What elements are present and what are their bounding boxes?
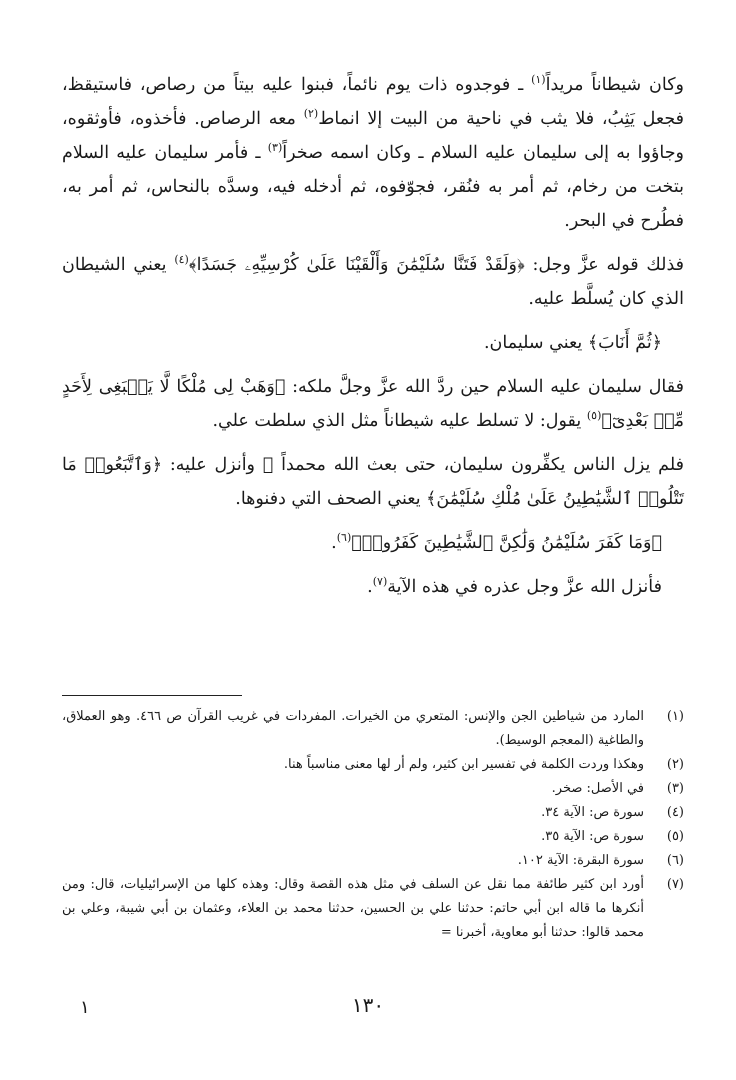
- quran-verse: ﴿وَهَبْ لِى مُلْكًا لَّا يَنۢبَغِى لِأَحَدٍ مِّنۢ بَعْدِىٓ﴾: [62, 377, 684, 431]
- footnote-number: (٤): [666, 805, 684, 820]
- main-text: [62, 68, 684, 614]
- paragraph-4: [62, 370, 684, 438]
- footnote-number: (٧): [666, 877, 684, 892]
- footnote-number: (٣): [666, 781, 684, 796]
- footnote-ref: (٣): [267, 141, 283, 155]
- footnote-number: (٥): [666, 829, 684, 844]
- quran-verse: ﴿وَٱتَّبَعُوا۟ مَا تَتْلُوا۟ ٱلشَّيَٰطِينُ عَلَىٰ مُلْكِ سُلَيْمَٰنَ﴾: [62, 455, 684, 509]
- page-number: ١٣٠: [351, 993, 385, 1017]
- paragraph-3: [62, 326, 684, 360]
- quran-verse: ﴿ثُمَّ أَنَابَ﴾: [587, 333, 662, 353]
- footnote-text: في الأصل: صخر.: [551, 781, 644, 796]
- text-run: يعني الشيطان الذي كان يُسلَّط عليه.: [62, 255, 684, 309]
- footnote-item: [62, 873, 684, 945]
- footnote-number: (٢): [666, 757, 684, 772]
- footnote-text: وهكذا وردت الكلمة في تفسير ابن كثير، ولم أر لها معنى مناسباً هنا.: [283, 757, 644, 772]
- text-run: يعني سليمان.: [483, 333, 588, 353]
- quran-verse: ﴿وَلَقَدْ فَتَنَّا سُلَيْمَٰنَ وَأَلْقَيْنَا عَلَىٰ كُرْسِيِّهِۦ جَسَدًا﴾: [188, 255, 525, 275]
- footnote-ref: (٤): [174, 253, 189, 267]
- footnote-text: سورة ص: الآية ٣٥.: [541, 829, 644, 844]
- paragraph-2: [62, 248, 684, 316]
- footnote-number: (٦): [666, 853, 684, 868]
- footnote-item: [62, 753, 684, 777]
- signature-mark: ١: [80, 997, 90, 1018]
- text-run: يقول: لا تسلط عليه شيطاناً مثل الذي سلطت علي.: [212, 411, 587, 431]
- text-run: فذلك قوله عزَّ وجل:: [524, 255, 684, 275]
- footnote-number: (١): [666, 709, 684, 724]
- footnote-item: [62, 825, 684, 849]
- footnote-item: [62, 777, 684, 801]
- footnote-item: [62, 849, 684, 873]
- text-run: .: [367, 577, 373, 597]
- footnote-ref: (١): [531, 73, 546, 87]
- footnote-item: [62, 705, 684, 753]
- text-run: ـ فوجدوه ذات يوم نائماً، فبنوا عليه بيتاً من رصاص، فاستيقظ، فجعل يَثِبُ، فلا يثب في ناحية من البيت إلا انماط: [62, 75, 684, 129]
- text-run: فأنزل الله عزَّ وجل عذره في هذه الآية: [387, 577, 662, 597]
- text-run: ـ فأمر سليمان عليه السلام بتخت من رخام، ثم أمر به فنُقر، فجوّفوه، ثم أدخله فيه، وسدَّه بالنحاس، ثم أمر به، فطُرح في البحر.: [62, 143, 684, 231]
- text-run: .: [331, 533, 337, 553]
- text-run: فلم يزل الناس يكفِّرون سليمان، حتى بعث الله محمداً ﷺ وأنزل عليه:: [162, 455, 684, 475]
- footnote-divider: [62, 695, 242, 696]
- footnote-item: [62, 801, 684, 825]
- paragraph-7: [62, 570, 684, 604]
- paragraph-1: [62, 68, 684, 238]
- footnote-ref: (٥): [586, 409, 602, 423]
- footnote-ref: (٢): [303, 107, 319, 121]
- paragraph-5: [62, 448, 684, 516]
- quran-verse: ﴿وَمَا كَفَرَ سُلَيْمَٰنُ وَلَٰكِنَّ ٱلشَّيَٰطِينَ كَفَرُوا۟﴾: [351, 533, 662, 553]
- paragraph-6: [62, 526, 684, 560]
- text-run: فقال سليمان عليه السلام حين ردَّ الله عزَّ وجلَّ ملكه:: [285, 377, 684, 397]
- footnote-ref: (٦): [336, 531, 352, 545]
- footnote-text: سورة ص: الآية ٣٤.: [541, 805, 644, 820]
- footnote-text: المارد من شياطين الجن والإنس: المتعري من الخيرات. المفردات في غريب القرآن ص ٤٦٦. وهو العملاق، والطاغية (المعجم الوسيط).: [62, 709, 644, 748]
- footnote-text: أورد ابن كثير طائفة مما نقل عن السلف في مثل هذه القصة وقال: وهذه كلها من الإسرائيليات، قال: ومن أنكرها ما قاله ابن أبي حاتم: حدثنا علي بن الحسين، حدثنا محمد بن العلاء، وعثمان بن أبي شيبة، وعلي بن محمد قالوا: حدثنا أبو معاوية، أخبرنا =: [62, 877, 644, 940]
- text-run: وكان شيطاناً مريداً: [545, 75, 685, 95]
- footnote-text: سورة البقرة: الآية ١٠٢.: [517, 853, 644, 868]
- text-run: معه الرصاص. فأخذوه، فأوثقوه، وجاؤوا به إلى سليمان عليه السلام ـ وكان اسمه صخراً: [62, 109, 684, 163]
- footnotes: [62, 705, 684, 945]
- footnote-ref: (٧): [372, 575, 388, 589]
- text-run: يعني الصحف التي دفنوها.: [235, 489, 427, 509]
